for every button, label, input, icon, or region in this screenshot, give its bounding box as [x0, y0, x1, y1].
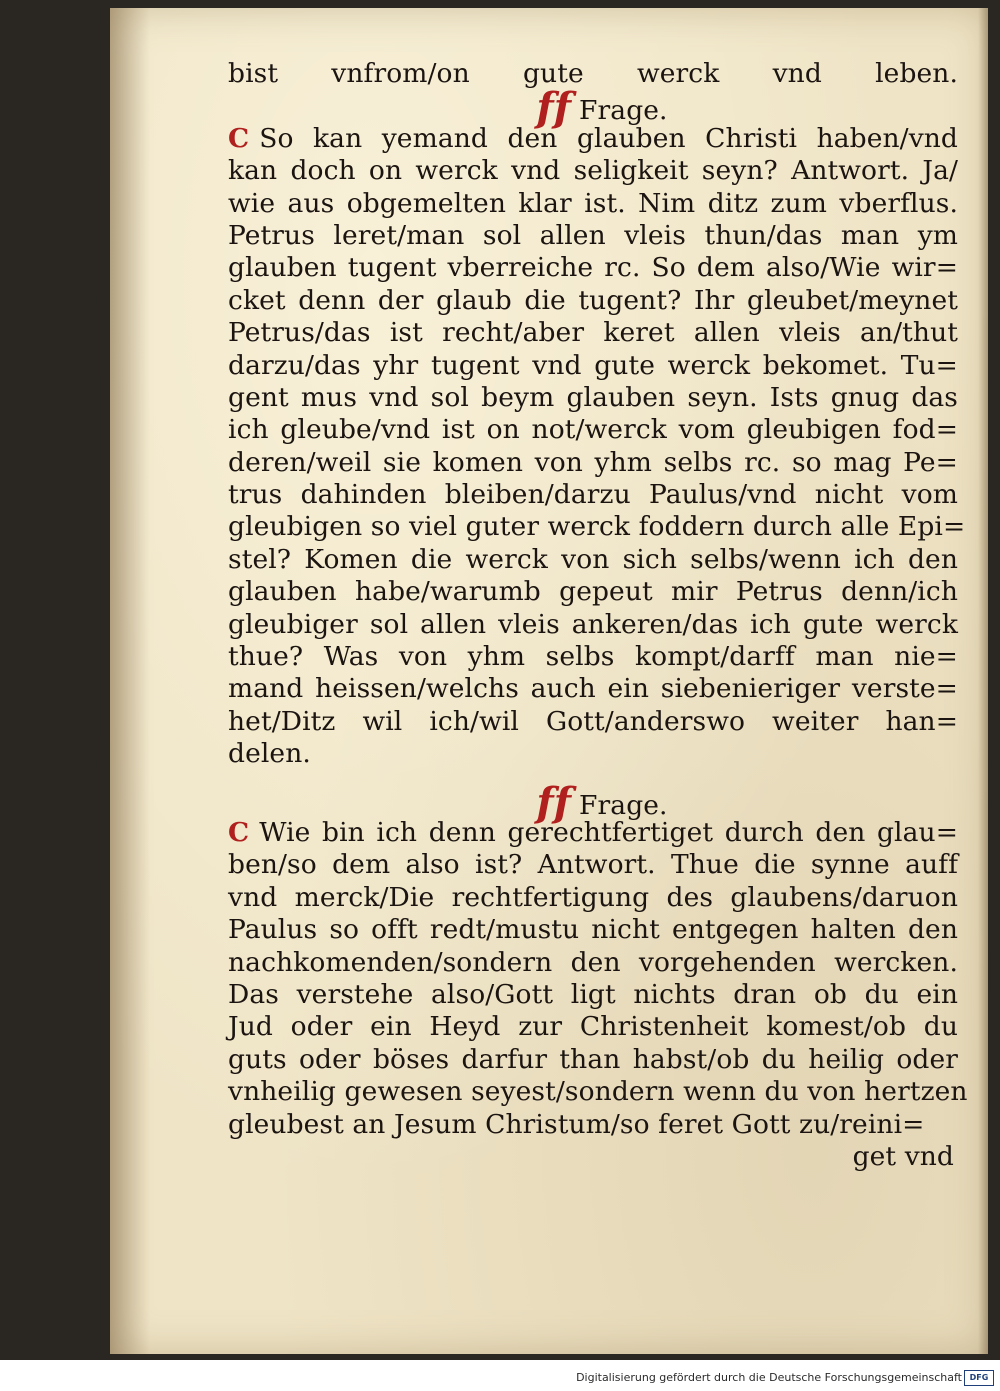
text-line: mand heissen/welchs auch ein siebenieriger verste=: [228, 673, 958, 705]
text-line: delen.: [228, 738, 311, 770]
text-line: [228, 817, 958, 849]
text-line: cket denn der glaub die tugent? Ihr gleubet/meynet: [228, 284, 958, 316]
dfg-logo-icon: DFG: [964, 1370, 994, 1386]
text-line: thue? Was von yhm selbs kompt/darff man nie=: [228, 641, 958, 673]
heading-mark-icon: ff: [536, 778, 572, 826]
section-heading-2: [228, 778, 958, 826]
text-line: deren/weil sie komen von yhm selbs rc. so mag Pe=: [228, 446, 958, 478]
text-line: wie aus obgemelten klar ist. Nim ditz zum vberflus.: [228, 187, 958, 219]
text-line: [228, 123, 958, 155]
text-line: Das verstehe also/Gott ligt nichts dran ob du ein: [228, 978, 958, 1010]
text-line: nachkomenden/sondern den vorgehenden wercken.: [228, 946, 958, 978]
text-line: vnd merck/Die rechtfertigung des glaubens/daruon: [228, 881, 958, 913]
paragraph-2: [228, 816, 968, 1141]
page-gutter-shadow: [110, 8, 150, 1354]
text-line: ben/so dem also ist? Antwort. Thue die synne auff: [228, 849, 958, 881]
text-line: gent mus vnd sol beym glauben seyn. Ists gnug das: [228, 381, 958, 413]
heading-text: Frage.: [579, 789, 668, 821]
catchword: get vnd: [852, 1140, 954, 1172]
text-line: bist vnfrom/on gute werck vnd leben.: [228, 58, 958, 89]
text-line: Paulus so offt redt/mustu nicht entgegen halten den: [228, 914, 958, 946]
text-line: darzu/das yhr tugent vnd gute werck bekomet. Tu=: [228, 349, 958, 381]
text-line: Jud oder ein Heyd zur Christenheit komest/ob du: [228, 1011, 958, 1043]
text-line: Petrus/das ist recht/aber keret allen vleis an/thut: [228, 317, 958, 349]
paragraph-mark-icon: C: [228, 122, 250, 154]
line-text: Wie bin ich denn gerechtfertiget durch den glau=: [259, 816, 958, 848]
text-line: gleubiger sol allen vleis ankeren/das ich gute werck: [228, 608, 958, 640]
text-line: stel? Komen die werck von sich selbs/wenn ich den: [228, 543, 958, 575]
footer-credit: Digitalisierung gefördert durch die Deutsche Forschungsgemeinschaft: [576, 1371, 962, 1384]
text-line: trus dahinden bleiben/darzu Paulus/vnd nicht vom: [228, 479, 958, 511]
line-text: So kan yemand den glauben Christi haben/vnd: [259, 122, 958, 154]
text-line: vnheilig gewesen seyest/sondern wenn du von hertzen: [228, 1076, 968, 1108]
text-line: glauben tugent vberreiche rc. So dem also/Wie wir=: [228, 252, 958, 284]
text-line: Petrus leret/man sol allen vleis thun/das man ym: [228, 219, 958, 251]
page-edge-shadow: [978, 8, 988, 1354]
text-line: het/Ditz wil ich/wil Gott/anderswo weiter han=: [228, 705, 958, 737]
footer-bar: [0, 1366, 1000, 1391]
text-line: glauben habe/warumb gepeut mir Petrus denn/ich: [228, 576, 958, 608]
text-line: gleubigen so viel guter werck foddern durch alle Epi=: [228, 511, 966, 543]
heading-text: Frage.: [579, 95, 668, 127]
section-heading-1: [228, 84, 958, 132]
text-line: kan doch on werck vnd seligkeit seyn? Antwort. Ja/: [228, 155, 958, 187]
text-line: gleubest an Jesum Christum/so feret Gott zu/reini=: [228, 1108, 925, 1140]
paragraph-mark-icon: C: [228, 816, 250, 848]
heading-mark-icon: ff: [536, 84, 572, 132]
paragraph-1: [228, 122, 966, 771]
text-line: guts oder böses darfur than habst/ob du heilig oder: [228, 1043, 958, 1075]
printed-text-block: [228, 58, 968, 1173]
text-line: ich gleube/vnd ist on not/werck vom gleubigen fod=: [228, 414, 958, 446]
